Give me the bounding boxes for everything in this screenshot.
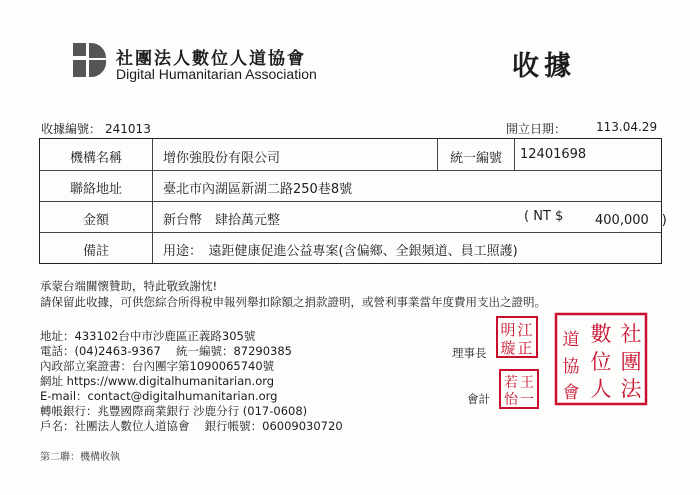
org-seal-char: 法: [620, 377, 642, 401]
accountant-seal-char: 王: [520, 375, 534, 391]
contact-phone: 電話：(04)2463-9367 統一編號：87290385: [40, 344, 292, 358]
thanks-text: 承蒙台端關懷贊助，特此敬致謝忱!: [40, 279, 218, 293]
org-seal-char: 團: [620, 350, 642, 374]
organization-seal-icon: [554, 312, 648, 406]
chairman-seal-icon: [495, 315, 539, 359]
receipt-number-label: 收據編號：: [41, 122, 102, 136]
contact-registration: 內政部立案證書：台內團字第1090065740號: [40, 359, 275, 373]
contact-bank: 轉帳銀行：兆豐國際商業銀行 沙鹿分行 (017-0608): [40, 404, 308, 418]
address-label: 聯絡地址: [69, 182, 122, 197]
copy-note: 第二聯：機構收執: [40, 452, 120, 463]
accountant-seal-char: 怡: [504, 392, 518, 408]
org-seal-char: 道: [562, 330, 580, 350]
org-seal-char: 社: [620, 322, 642, 346]
chairman-seal-char: 明: [500, 321, 516, 339]
org-seal-char: 人: [590, 377, 612, 401]
receipt-number-value: 241013: [105, 122, 151, 136]
accountant-seal-char: 若: [504, 375, 518, 391]
chairman-label: 理事長: [452, 346, 487, 360]
address-value: 臺北市內湖區新湖二路250巷8號: [163, 182, 353, 197]
org-name-value: 增你強股份有限公司: [163, 151, 281, 166]
org-seal-char: 數: [590, 322, 612, 346]
amount-number: 400,000 ): [595, 213, 667, 228]
amount-label: 金額: [82, 213, 109, 228]
tax-id-value: 12401698: [520, 147, 587, 162]
chairman-seal-char: 江: [517, 321, 533, 339]
contact-block: [40, 329, 343, 434]
amount-currency: ( NT $: [524, 209, 564, 224]
issue-date-value: 113.04.29: [596, 120, 658, 134]
org-name-label: 機構名稱: [69, 151, 122, 166]
contact-account: 戶名：社團法人數位人道協會 銀行帳號：06009030720: [40, 419, 343, 433]
contact-website: 網址 https://www.digitalhumanitarian.org: [40, 374, 275, 388]
contact-email: E-mail：contact@digitalhumanitarian.org: [40, 389, 278, 403]
instruction-text: 請保留此收據，可供您綜合所得稅申報列舉扣除額之捐款證明，或營利事業當年度費用支出之證明。: [40, 295, 546, 309]
org-seal-char: 位: [590, 350, 612, 374]
contact-address: 地址：433102台中市沙鹿區正義路305號: [40, 329, 256, 343]
tax-id-label: 統一編號: [449, 151, 502, 166]
accountant-label: 會計: [467, 392, 490, 406]
receipt-number: [41, 120, 151, 137]
org-seal-char: 協: [562, 357, 580, 377]
org-name-en: Digital Humanitarian Association: [116, 66, 317, 82]
note-label: 備註: [82, 244, 109, 259]
accountant-seal-char: 一: [520, 392, 534, 408]
chairman-seal-char: 璇: [500, 339, 516, 357]
issue-date-label: 開立日期：: [506, 122, 567, 136]
document-title: 收據: [512, 51, 576, 82]
receipt-table: [39, 138, 667, 264]
org-seal-char: 會: [562, 383, 580, 403]
accountant-seal-icon: [498, 368, 540, 410]
note-value: 用途： 遠距健康促進公益專案(含偏鄉、全銀頻道、員工照護): [163, 244, 518, 259]
amount-in-words: 新台幣 肆拾萬元整: [163, 213, 281, 228]
org-name-cn: 社團法人數位人道協會: [116, 49, 306, 69]
association-logo-icon: [70, 40, 108, 80]
chairman-seal-char: 正: [517, 339, 533, 357]
